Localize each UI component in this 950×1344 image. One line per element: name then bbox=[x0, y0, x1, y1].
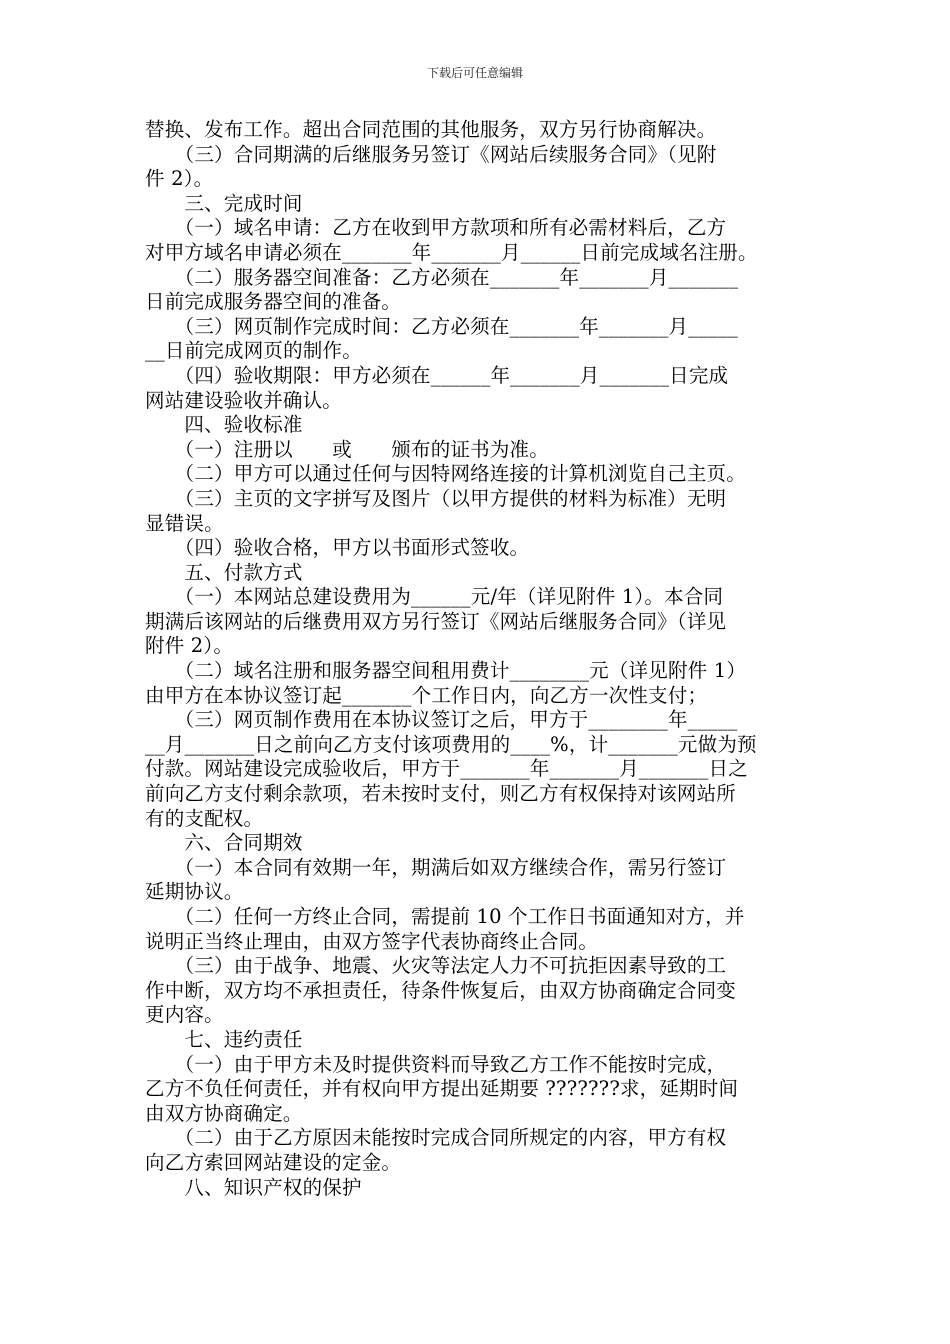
text-line: （一）本网站总建设费用为______元/年（详见附件 1）。本合同 bbox=[145, 585, 724, 609]
section-heading: 四、验收标准 bbox=[145, 413, 303, 437]
text-line: 有的支配权。 bbox=[145, 806, 264, 830]
text-line: （三）主页的文字拼写及图片（以甲方提供的材料为标准）无明 bbox=[145, 486, 727, 510]
text-line: （三）由于战争、地震、火灾等法定人力不可抗拒因素导致的工 bbox=[145, 954, 727, 978]
text-line: 更内容。 bbox=[145, 1003, 224, 1027]
section-heading: 三、完成时间 bbox=[145, 191, 303, 215]
text-line: 延期协议。 bbox=[145, 880, 244, 904]
section-heading: 八、知识产权的保护 bbox=[145, 1175, 362, 1199]
text-line: 向乙方索回网站建设的定金。 bbox=[145, 1150, 402, 1174]
text-line: 作中断，双方均不承担责任，待条件恢复后，由双方协商确定合同变 bbox=[145, 978, 737, 1002]
text-line: （三）合同期满的后继服务另签订《网站后续服务合同》（见附 bbox=[145, 142, 717, 166]
text-line: 乙方不负任何责任，并有权向甲方提出延期要 ???????求，延期时间 bbox=[145, 1077, 739, 1101]
text-line: 由甲方在本协议签订起_______个工作日内，向乙方一次性支付； bbox=[145, 683, 708, 707]
text-line: 日前完成服务器空间的准备。 bbox=[145, 290, 402, 314]
text-line: （一）注册以 或 颁布的证书为准。 bbox=[145, 437, 549, 461]
text-line: 由双方协商确定。 bbox=[145, 1101, 303, 1125]
text-line: 网站建设验收并确认。 bbox=[145, 388, 343, 412]
text-line: 附件 2）。 bbox=[145, 634, 234, 658]
text-line: （二）甲方可以通过任何与因特网络连接的计算机浏览自己主页。 bbox=[145, 462, 746, 486]
text-line: （四）验收期限：甲方必须在______年_______月_______日完成 bbox=[145, 363, 729, 387]
text-line: （四）验收合格，甲方以书面形式签收。 bbox=[145, 536, 530, 560]
text-line: （一）由于甲方未及时提供资料而导致乙方工作不能按时完成， bbox=[145, 1052, 727, 1076]
page-header: 下载后可任意编辑 bbox=[426, 66, 523, 80]
text-line: （三）网页制作完成时间：乙方必须在_______年_______月_____ bbox=[145, 314, 739, 338]
text-line: 显错误。 bbox=[145, 511, 224, 535]
text-line: （二）域名注册和服务器空间租用费计________元（详见附件 1） bbox=[145, 659, 747, 683]
section-heading: 七、违约责任 bbox=[145, 1027, 303, 1051]
text-line: 替换、发布工作。超出合同范围的其他服务，双方另行协商解决。 bbox=[145, 118, 717, 141]
text-line: 说明正当终止理由，由双方签字代表协商终止合同。 bbox=[145, 929, 599, 953]
text-line: 对甲方域名申请必须在_______年_______月______日前完成域名注册。 bbox=[145, 240, 758, 264]
text-line: 期满后该网站的后继费用双方另行签订《网站后继服务合同》（详见 bbox=[145, 609, 727, 633]
text-line: 前向乙方支付剩余款项，若未按时支付，则乙方有权保持对该网站所 bbox=[145, 782, 737, 806]
text-line: __日前完成网页的制作。 bbox=[145, 339, 362, 363]
text-line: 件 2）。 bbox=[145, 167, 214, 191]
text-line: （二）由于乙方原因未能按时完成合同所规定的内容，甲方有权 bbox=[145, 1126, 727, 1150]
text-line: （一）本合同有效期一年，期满后如双方继续合作，需另行签订 bbox=[145, 855, 727, 879]
text-line: （二）任何一方终止合同，需提前 10 个工作日书面通知对方，并 bbox=[145, 905, 745, 928]
section-heading: 五、付款方式 bbox=[145, 560, 303, 584]
document-body bbox=[145, 118, 807, 1200]
text-line: （三）网页制作费用在本协议签订之后，甲方于________年_____ bbox=[145, 708, 738, 732]
text-line: （二）服务器空间准备：乙方必须在_______年_______月_______ bbox=[145, 265, 739, 289]
text-line: 付款。网站建设完成验收后，甲方于_______年_______月_______日之 bbox=[145, 757, 748, 781]
text-line: __月_______日之前向乙方支付该项费用的____%，计_______元做为预 bbox=[145, 732, 757, 756]
text-line: （一）域名申请：乙方在收到甲方款项和所有必需材料后，乙方 bbox=[145, 216, 727, 240]
section-heading: 六、合同期效 bbox=[145, 831, 303, 855]
